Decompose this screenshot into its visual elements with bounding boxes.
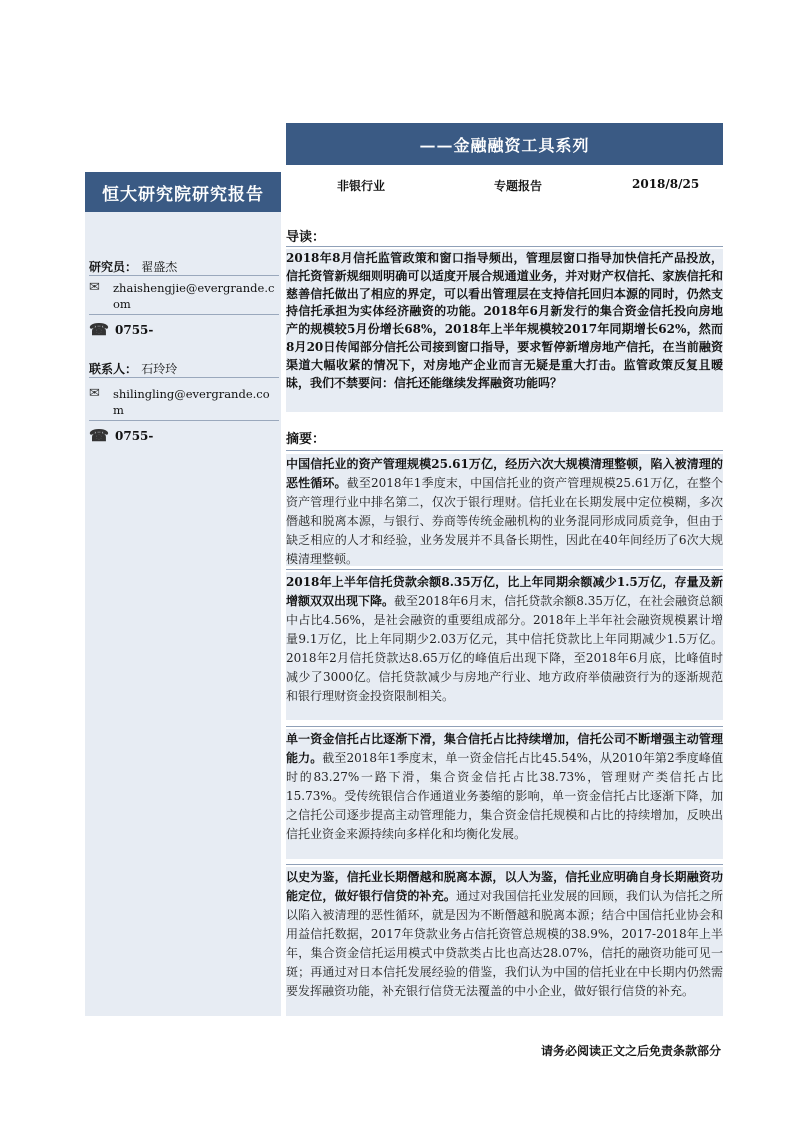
report-date: 2018/8/25 <box>632 177 700 191</box>
divider <box>286 569 723 570</box>
summary-point-text: 通过对我国信托业发展的回顾，我们认为信托之所以陷入被清理的恶性循环，就是因为不断僭越和脱离本源；结合中国信托业协会和用益信托数据，2017年贷款业务占信托资管总规模的38.9%，2017-2018年上半年，集合资金信托运用模式中贷款类占比也高达28.07%，信托的融资功能可见一斑；再通过对日本信托发展经验的借鉴，我们认为中国的信托业在中长期内仍然需要发挥融资功能，补充银行信贷无法覆盖的中小企业，做好银行信贷的补充。 <box>286 889 723 998</box>
contact-phone-row <box>89 426 153 445</box>
industry-label: 非银行业 <box>337 179 386 193</box>
summary-point-bold: 单一资金信托占比逐渐下滑，集合信托占比持续增加，信托公司不断增强主动管理能力。 <box>286 732 723 765</box>
series-title-bar <box>286 123 723 165</box>
envelope-icon: ✉ <box>89 386 100 401</box>
contact-phone: 0755- <box>115 428 154 443</box>
telephone-icon: ☎ <box>89 426 109 445</box>
summary-paragraph <box>286 729 723 859</box>
divider <box>286 864 723 865</box>
summary-point-text: 截至2018年1季度末，单一资金信托占比45.54%，从2010年第2季度峰值时的83.27%一路下滑，集合资金信托占比38.73%，管理财产类信托占比15.73%。受传统银信合作通道业务萎缩的影响，单一资金信托占比逐渐下降，加之信托公司逐步提高主动管理能力，集合资金信托规模和占比的持续增加，反映出信托业资金来源持续向多样化和均衡化发展。 <box>286 751 723 841</box>
summary-heading: 摘要： <box>286 432 326 447</box>
summary-paragraph <box>286 867 723 1016</box>
contact-email-row[interactable] <box>89 386 279 418</box>
summary-point-bold: 中国信托业的资产管理规模25.61万亿，经历六次大规模清理整顿，陷入被清理的恶性循环。 <box>286 457 723 490</box>
summary-point-bold: 2018年上半年信托贷款余额8.35万亿，比上年同期余额减少1.5万亿，存量及新增额双双出现下降。 <box>286 575 723 608</box>
divider <box>89 314 279 315</box>
summary-point-bold: 以史为鉴，信托业长期僭越和脱离本源，以人为鉴，信托业应明确自身长期融资功能定位，做好银行信贷的补充。 <box>286 870 723 903</box>
divider <box>286 450 723 451</box>
intro-heading: 导读： <box>286 230 326 245</box>
telephone-icon: ☎ <box>89 320 109 339</box>
summary-paragraph <box>286 454 723 566</box>
researcher-label: 研究员： <box>89 260 138 274</box>
intro-text: 2018年8月信托监管政策和窗口指导频出，管理层窗口指导加快信托产品投放，信托资管新规细则明确可以适度开展合规通道业务，并对财产权信托、家族信托和慈善信托做出了相应的界定，可以看出管理层在支持信托回归本源的同时，仍然支持信托承担为实体经济融资的功能。2018年6月新发行的集合资金信托投向房地产的规模较5月份增长68%，2018年上半年规模较2017年同期增长62%，然而8月20日传闻部分信托公司接到窗口指导，要求暂停新增房地产信托，在当前融资渠道大幅收紧的情况下，对房地产企业而言无疑是重大打击。监管政策反复且暧昧，我们不禁要问：信托还能继续发挥融资功能吗？ <box>286 251 723 390</box>
intro-block <box>286 249 723 412</box>
series-title: ——金融融资工具系列 <box>419 135 590 155</box>
contact-block <box>89 360 177 377</box>
contact-name: 石玲玲 <box>141 362 178 376</box>
divider <box>286 726 723 727</box>
researcher-email-row[interactable] <box>89 280 279 312</box>
researcher-block <box>89 258 177 275</box>
researcher-email[interactable]: zhaishengjie@evergrande.com <box>113 281 275 311</box>
divider <box>286 246 723 247</box>
institute-title: 恒大研究院研究报告 <box>102 184 264 205</box>
divider <box>89 420 279 421</box>
researcher-phone: 0755- <box>115 322 154 337</box>
researcher-phone-row <box>89 320 153 339</box>
institute-title-bar <box>85 172 281 212</box>
summary-paragraph <box>286 572 723 720</box>
report-type-label: 专题报告 <box>494 179 543 193</box>
divider <box>89 275 279 276</box>
envelope-icon: ✉ <box>89 280 100 295</box>
contact-label: 联系人： <box>89 362 138 376</box>
contact-email[interactable]: shilingling@evergrande.com <box>113 387 270 417</box>
disclaimer-note: 请务必阅读正文之后免责条款部分 <box>540 1044 721 1058</box>
summary-point-text: 截至2018年6月末，信托贷款余额8.35万亿，在社会融资总额中占比4.56%，是社会融资的重要组成部分。2018年上半年社会融资规模累计增量9.1万亿，比上年同期少2.03万亿元，其中信托贷款比上年同期减少1.5万亿。2018年2月信托贷款达8.65万亿的峰值后出现下降，至2018年6月底，比峰值时减少了3000亿。信托贷款减少与房地产行业、地方政府举债融资行为的逐渐规范和银行理财资金投资限制相关。 <box>286 594 723 703</box>
researcher-name: 翟盛杰 <box>141 260 178 274</box>
divider <box>89 377 279 378</box>
summary-point-text: 截至2018年1季度末，中国信托业的资产管理规模25.61万亿，在整个资产管理行业中排名第二，仅次于银行理财。信托业在长期发展中定位模糊，多次僭越和脱离本源，与银行、券商等传统金融机构的业务混同形成同质竞争，但由于缺乏相应的人才和经验，业务发展并不具备长期性，因此在40年间经历了6次大规模清理整顿。 <box>286 476 723 566</box>
